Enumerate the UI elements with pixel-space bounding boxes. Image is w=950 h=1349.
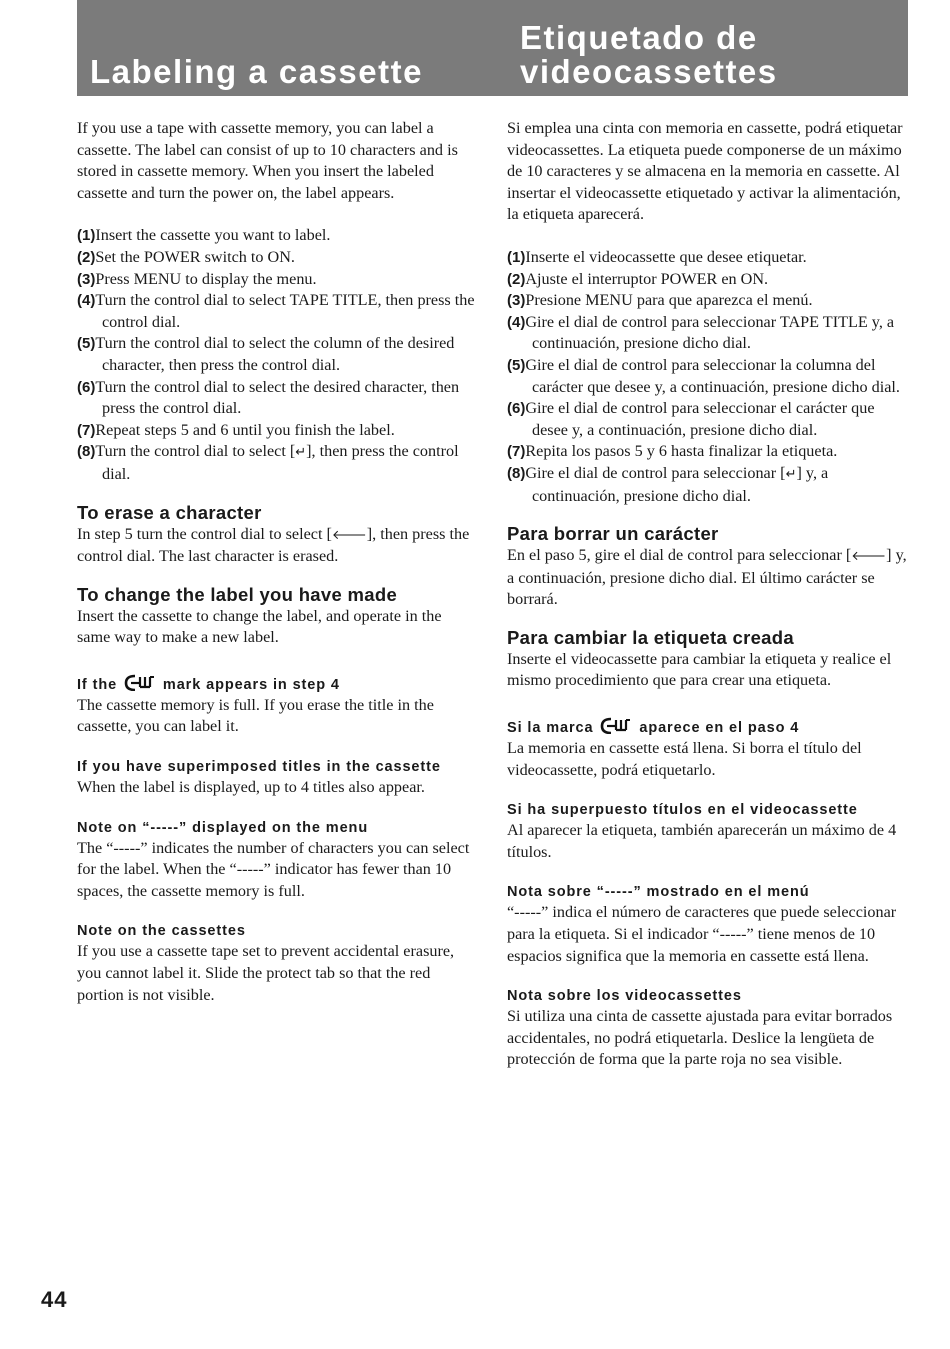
note-cassettes-heading: Nota sobre los videocassettes [507,988,742,1005]
step-text: Turn the control dial to select the desired character, then press the control dial. [95,377,460,418]
superimposed-heading: Si ha superpuesto títulos en el videocassette [507,802,858,819]
step-item [507,247,909,269]
step-text: Gire el dial de control para seleccionar [ [525,463,786,482]
erase-text-part: En el paso 5, gire el dial de control para seleccionar [ [507,546,852,565]
intro-paragraph: If you use a tape with cassette memory, you can label a cassette. The label can consist of up to 10 characters and is stored in cassette memory. When you insert the labeled cassette and turn the power on, the label appears. [77,119,458,202]
step-item [77,420,477,442]
step-text: ], then press the control dial. [102,442,459,483]
mark-heading [77,673,477,695]
step-number: (4) [77,292,96,310]
erase-text-part: ] y, a continuación, presione dicho dial. El último carácter se borrará. [507,546,907,609]
step-text: Presione MENU para que aparezca el menú. [525,291,813,310]
step-text: Turn the control dial to select TAPE TITLE, then press the control dial. [95,291,475,331]
step-text: Repeat steps 5 and 6 until you finish the label. [95,420,395,439]
steps-list [77,225,477,485]
steps-list [507,247,909,507]
step-number: (1) [507,248,526,266]
mark-heading-part: mark appears in step 4 [162,676,340,693]
note-cassettes-text: If you use a cassette tape set to prevent accidental erasure, you cannot label it. Slide the protect tab so that the red portion is not visible. [77,942,455,1004]
note-menu-heading: Note on “-----” displayed on the menu [77,819,369,836]
spanish-column [507,118,909,1071]
left-arrow-icon: 🡐 [331,527,367,543]
step-text: ] y, a continuación, presione dicho dial. [532,463,829,505]
note-cassettes-heading: Note on the cassettes [77,923,246,940]
step-number: (1) [77,227,96,245]
cassette-memory-mark-icon [600,716,632,734]
step-item [77,225,477,247]
step-number: (3) [507,292,526,310]
step-text: Gire el dial de control para seleccionar la columna del carácter que desee y, a continuación, presione dicho dial. [525,355,900,396]
mark-heading-part: aparece en el paso 4 [639,720,800,737]
intro-paragraph: Si emplea una cinta con memoria en cassette, podrá etiquetar videocassettes. La etiqueta puede componerse de un máximo de 10 caracteres y se almacena en la memoria en cassette. Al insertar el videocassette etiquetado y activar la alimentación, la etiqueta aparecerá. [507,119,903,224]
step-number: (8) [77,443,96,461]
step-item [77,290,477,333]
step-number: (5) [77,335,96,353]
enter-icon: ↵ [295,445,307,461]
step-number: (4) [507,313,526,331]
change-text: Insert the cassette to change the label, and operate in the same way to make a new label. [77,606,442,647]
step-item [507,355,909,398]
step-number: (3) [77,270,96,288]
step-text: Set the POWER switch to ON. [95,247,295,266]
left-arrow-icon: 🡐 [851,549,887,565]
superimposed-text: Al aparecer la etiqueta, también aparecerán un máximo de 4 títulos. [507,821,897,861]
mark-text: La memoria en cassette está llena. Si borra el título del videocassette, podrá etiquetarlo. [507,739,862,779]
step-text: Ajuste el interruptor POWER en ON. [525,269,769,288]
english-column [77,118,477,1006]
step-item [507,312,909,355]
step-number: (7) [507,443,526,461]
step-number: (6) [77,378,96,396]
cassette-memory-mark-icon [124,673,156,691]
step-text: Turn the control dial to select [ [95,442,296,461]
step-item [77,377,477,420]
step-number: (8) [507,464,526,482]
step-item [77,269,477,291]
step-text: Insert the cassette you want to label. [95,226,331,245]
step-item [77,247,477,269]
step-text: Gire el dial de control para seleccionar TAPE TITLE y, a continuación, presione dicho dial. [525,312,895,353]
step-number: (5) [507,356,526,374]
superimposed-text: When the label is displayed, up to 4 titles also appear. [77,778,425,797]
mark-heading-part: Si la marca [507,720,594,737]
step-item [507,463,909,507]
step-text: Press MENU to display the menu. [95,269,317,288]
erase-text [77,524,477,568]
title-en: Labeling a cassette [90,53,423,90]
step-number: (7) [77,421,96,439]
step-item [77,441,477,485]
mark-text: The cassette memory is full. If you erase the title in the cassette, you can label it. [77,695,434,736]
step-text: Inserte el videocassette que desee etiquetar. [525,247,807,266]
step-number: (2) [77,248,96,266]
enter-icon: ↵ [785,466,797,482]
step-text: Repita los pasos 5 y 6 hasta finalizar la etiqueta. [525,442,838,461]
erase-text-part: ], then press the control dial. The last character is erased. [77,524,470,566]
step-item [507,290,909,312]
erase-text-part: In step 5 turn the control dial to select [ [77,524,332,543]
mark-heading [507,716,909,738]
step-text: Turn the control dial to select the column of the desired character, then press the control dial. [95,334,455,374]
note-cassettes-text: Si utiliza una cinta de cassette ajustada para evitar borrados accidentales, no podrá etiquetarla. Deslice la lengüeta de protección de forma que la parte roja no sea visible. [507,1007,893,1069]
step-text: Gire el dial de control para seleccionar el carácter que desee y, a continuación, presione dicho dial. [525,399,875,439]
step-item [507,269,909,291]
erase-heading: To erase a character [77,501,262,523]
erase-heading: Para borrar un carácter [507,523,719,545]
title-es-line1: Etiquetado de [520,19,758,56]
note-menu-heading: Nota sobre “-----” mostrado en el menú [507,884,810,901]
step-item [507,398,909,441]
title-es [520,21,778,89]
erase-text [507,545,909,611]
step-item [507,441,909,463]
mark-heading-part: If the [77,676,118,693]
page-number: 44 [41,1287,68,1312]
note-menu-text: The “-----” indicates the number of characters you can select for the label. When the “-----” indicator has fewer than 10 spaces, the cassette memory is full. [77,838,470,900]
step-item [77,333,477,376]
title-es-line2: videocassettes [520,53,778,90]
change-heading: To change the label you have made [77,583,398,605]
step-number: (2) [507,270,526,288]
note-menu-text: “-----” indica el número de caracteres que puede seleccionar para la etiqueta. Si el indicador “-----” tiene menos de 10 espacios significa que la memoria en cassette está llena. [507,903,897,965]
change-heading: Para cambiar la etiqueta creada [507,626,794,648]
superimposed-heading: If you have superimposed titles in the cassette [77,759,441,776]
change-text: Inserte el videocassette para cambiar la etiqueta y realice el mismo procedimiento que para crear una etiqueta. [507,649,892,690]
step-number: (6) [507,400,526,418]
